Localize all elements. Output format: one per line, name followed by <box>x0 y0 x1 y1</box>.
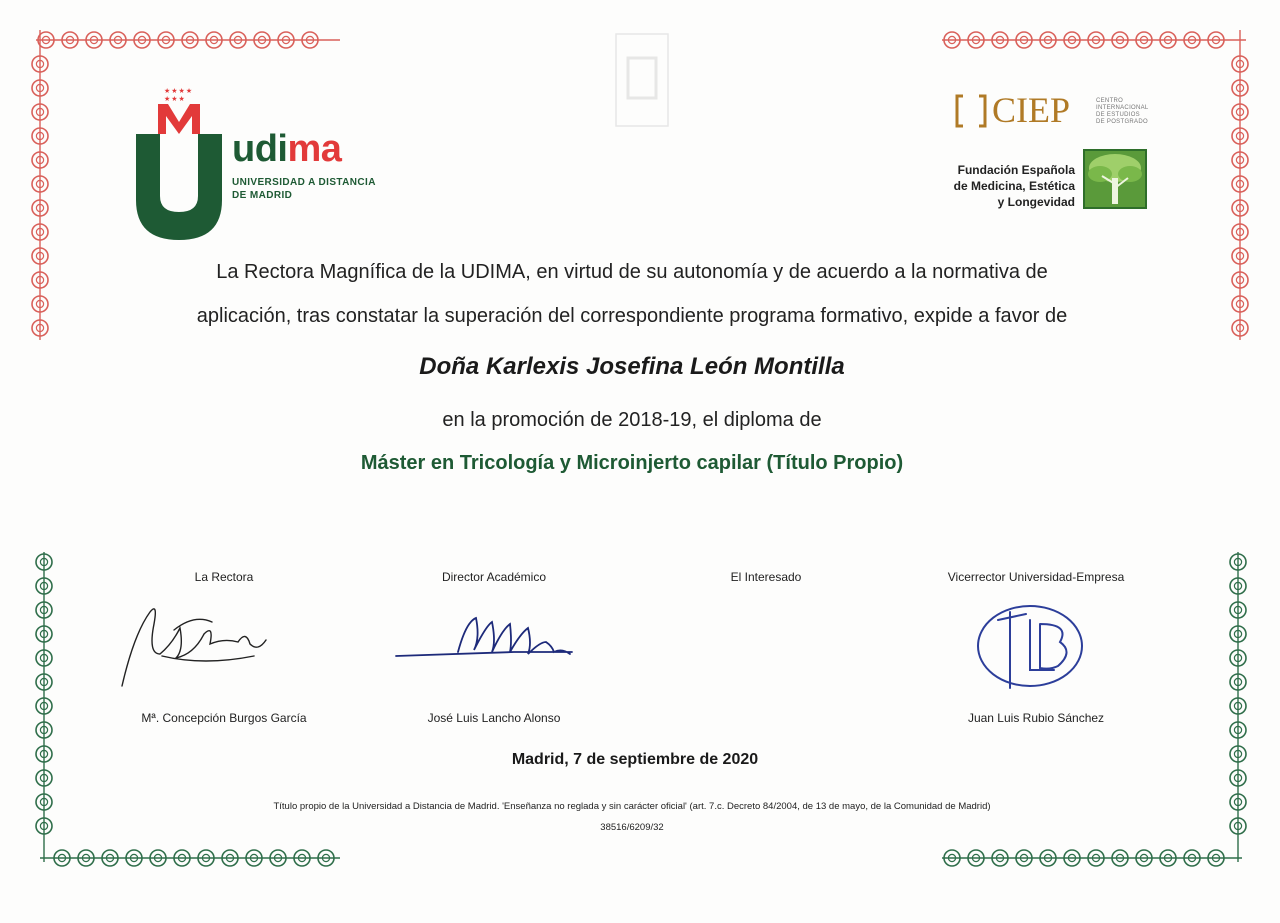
signature-name-vicerrector: Juan Luis Rubio Sánchez <box>967 711 1105 725</box>
ciep-subtitle-1: CENTRO <box>1096 98 1124 104</box>
fundacion-logo <box>930 148 1152 210</box>
ciep-wordmark: CIEP <box>992 90 1071 130</box>
ciep-subtitle <box>1096 98 1156 126</box>
udima-logo <box>136 86 396 246</box>
udima-word-green: udi <box>232 128 288 170</box>
udima-emblem-icon <box>136 104 222 242</box>
signature-title-director: Director Académico <box>441 570 547 584</box>
ciep-logo <box>954 86 1154 136</box>
ciep-bracket-icon <box>954 94 988 128</box>
udima-subtitle-1: UNIVERSIDAD A DISTANCIA <box>232 177 376 188</box>
promotion-line: en la promoción de 2018-19, el diploma de <box>442 409 822 431</box>
recipient-name: Doña Karlexis Josefina León Montilla <box>419 353 845 380</box>
registration-number: 38516/6209/32 <box>600 822 664 833</box>
watermark-seal <box>610 28 674 132</box>
udima-wordmark <box>232 128 341 171</box>
signature-title-interesado: El Interesado <box>730 570 802 584</box>
fundacion-line-1: Fundación Española <box>957 163 1075 177</box>
signature-name-rectora: Mª. Concepción Burgos García <box>141 711 307 725</box>
legal-footnote: Título propio de la Universidad a Distancia de Madrid. 'Enseñanza no reglada y sin carácter oficial' (art. 7.c. Decreto 84/2004, de 13 de mayo, de la Comunidad de Madrid) <box>273 801 991 812</box>
intro-line-1: La Rectora Magnífica de la UDIMA, en virtud de su autonomía y de acuerdo a la normativa de <box>216 261 1048 283</box>
issue-date: Madrid, 7 de septiembre de 2020 <box>511 751 759 768</box>
signature-director <box>394 612 578 664</box>
signature-rectora <box>114 594 274 694</box>
signature-name-director: José Luis Lancho Alonso <box>427 711 561 725</box>
signature-title-vicerrector: Vicerrector Universidad-Empresa <box>947 570 1125 584</box>
degree-title: Máster en Tricología y Microinjerto capilar (Título Propio) <box>360 452 904 474</box>
fundacion-line-3: y Longevidad <box>997 195 1075 209</box>
intro-line-2: aplicación, tras constatar la superación del correspondiente programa formativo, expide a favor de <box>196 305 1068 327</box>
fundacion-text <box>930 162 1075 210</box>
ciep-subtitle-4: DE POSTGRADO <box>1096 119 1148 125</box>
udima-word-red: ma <box>287 128 342 170</box>
udima-subtitle-2: DE MADRID <box>232 190 293 201</box>
signature-title-rectora: La Rectora <box>194 570 254 584</box>
signature-vicerrector <box>970 600 1090 692</box>
fundacion-line-2: de Medicina, Estética <box>953 179 1075 193</box>
udima-stars: ★★★★ ★★★ <box>164 88 194 103</box>
tree-icon <box>1082 148 1148 210</box>
ciep-subtitle-3: DE ESTUDIOS <box>1096 112 1140 118</box>
ciep-subtitle-2: INTERNACIONAL <box>1096 105 1149 111</box>
